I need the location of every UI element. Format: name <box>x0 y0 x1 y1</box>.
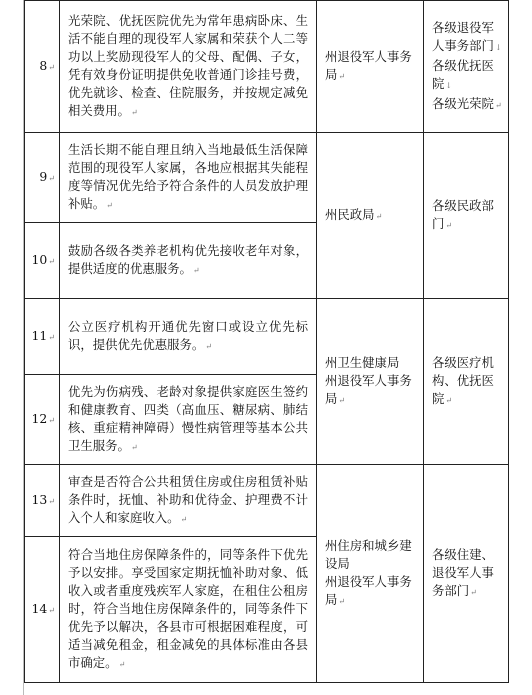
measure-content: 审查是否符合公共租赁住房或住房租赁补贴条件时，抚恤、补助和优待金、护理费不计入个人和家庭收入。↵ <box>60 465 317 537</box>
table-row <box>25 465 509 537</box>
row-number: 11↵ <box>25 299 60 375</box>
measure-content: 光荣院、优抚医院优先为常年患病卧床、生活不能自理的现役军人家属和荣获个人二等功以上奖励现役军人的父母、配偶、子女，凭有效身份证明提供免收普通门诊挂号费，优先就诊、检查、住院服务，并按规定减免相关费用。↵ <box>60 1 317 133</box>
implementing-units: 各级民政部门↵ <box>424 133 509 299</box>
lead-department: 州退役军人事务局↵ <box>317 1 424 133</box>
measure-content: 优先为伤病残、老龄对象提供家庭医生签约和健康教育、四类（高血压、糖尿病、肺结核、重症精神障碍）慢性病管理等基本公共卫生服务。↵ <box>60 375 317 465</box>
table-row <box>25 1 509 133</box>
lead-department: 州住房和城乡建设局 州退役军人事务局↵ <box>317 465 424 683</box>
table-row <box>25 299 509 375</box>
implementing-units: 各级医疗机构、优抚医院↵ <box>424 299 509 465</box>
row-number: 10↵ <box>25 223 60 299</box>
row-number: 13↵ <box>25 465 60 537</box>
left-gutter <box>0 0 24 695</box>
table-row <box>25 133 509 223</box>
implementing-units: 各级住建、退役军人事务部门↵ <box>424 465 509 683</box>
measure-content: 符合当地住房保障条件的，同等条件下优先予以安排。享受国家定期抚恤补助对象、低收入或者重度残疾军人家庭，在租住公租房时，符合当地住房保障条件的，同等条件下优先予以解决，各县市可根据困难程度，可适当减免租金，租金减免的具体标准由各县市确定。↵ <box>60 537 317 683</box>
row-number: 14↵ <box>25 537 60 683</box>
measure-content: 公立医疗机构开通优先窗口或设立优先标识，提供优先优惠服务。↵ <box>60 299 317 375</box>
measure-content: 生活长期不能自理且纳入当地最低生活保障范围的现役军人家属，各地应根据其失能程度等情况优先给予符合条件的人员发放护理补贴。↵ <box>60 133 317 223</box>
policy-table <box>24 0 509 683</box>
row-number: 9↵ <box>25 133 60 223</box>
implementing-units: 各级退役军人事务部门↓ 各级优抚医院↓ 各级光荣院↵ <box>424 1 509 133</box>
row-number: 8↵ <box>25 1 60 133</box>
lead-department: 州卫生健康局 州退役军人事务局↵ <box>317 299 424 465</box>
row-number: 12↵ <box>25 375 60 465</box>
measure-content: 鼓励各级各类养老机构优先接收老年对象，提供适度的优惠服务。↵ <box>60 223 317 299</box>
lead-department: 州民政局↵ <box>317 133 424 299</box>
